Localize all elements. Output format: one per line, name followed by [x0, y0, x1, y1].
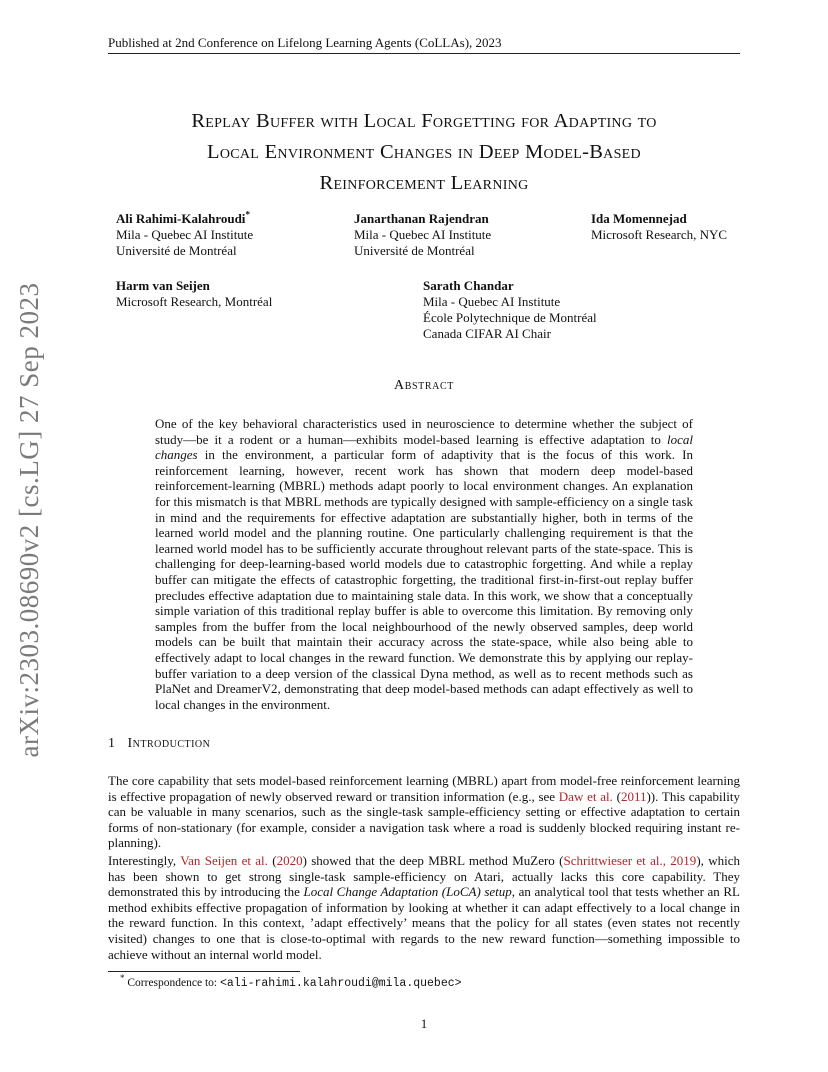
section-title: Introduction [127, 736, 211, 751]
author-affiliation: Mila - Quebec AI Institute [354, 227, 492, 242]
abstract-text: One of the key behavioral characteristics used in neuroscience to determine whether the subject of study—be it a rodent or a human—exhibits model-based learning is effective adaptation to [155, 416, 693, 447]
title-line-3: Reinforcement Learning [319, 172, 529, 194]
title-line-2: Local Environment Changes in Deep Model-Based [207, 141, 641, 163]
author-affiliation: Université de Montréal [116, 243, 237, 258]
title-line-1: Replay Buffer with Local Forgetting for Adapting to [191, 110, 657, 132]
paragraph-text: ), which has been shown to get strong single-task sample-efficiency on Atari, actually lacks this core capability. They demonstrated this by introducing the [108, 853, 740, 900]
author-affiliation: École Polytechnique de Montréal [423, 310, 597, 325]
intro-paragraph-2 [108, 853, 740, 962]
abstract-body [155, 416, 693, 712]
footnote [120, 973, 462, 990]
citation-link[interactable]: Schrittwieser et al., 2019 [563, 853, 697, 868]
venue-header: Published at 2nd Conference on Lifelong Learning Agents (CoLLAs), 2023 [108, 35, 502, 50]
author-block-3 [591, 211, 727, 243]
abstract-text: in the environment, a particular form of adaptivity that is the focus of this work. In reinforcement learning, however, recent work has shown that modern deep model-based reinforcement-learning (MBRL) methods adapt poorly to local environment changes. An explanation for this mismatch is that MBRL methods are typically designed with sample-efficiency on a single task in mind and the requirements for effective adaptation are substantially higher, both in terms of the learned world model and the planning routine. One particularly challenging requirement is that the learned world model has to be sufficiently accurate throughout relevant parts of the state-space. This is challenging for deep-learning-based world models due to catastrophic forgetting. And while a replay buffer can mitigate the effects of catastrophic forgetting, the traditional first-in-first-out replay buffer precludes effective adaptation due to maintaining stale data. In this work, we show that a conceptually simple variation of this traditional replay buffer is able to overcome this limitation. By removing only samples from the buffer from the local neighbourhood of the newly observed samples, deep world models can be built that maintain their accuracy across the state-space, while also being able to effectively adapt to local changes in the reward function. We demonstrate this by applying our replay-buffer variation to a deep version of the classical Dyna method, as well as to recent methods such as PlaNet and DreamerV2, demonstrating that deep model-based methods can adapt effectively as well to local changes in the environment. [155, 447, 693, 712]
author-block-4 [116, 278, 272, 310]
author-name: Ali Rahimi-Kalahroudi [116, 211, 246, 226]
author-footnote-mark: * [245, 209, 250, 220]
paragraph-text: The core capability that sets model-based reinforcement learning (MBRL) apart from model-free reinforcement learning is effective propagation of newly observed reward or transition information (e.g., see [108, 773, 740, 804]
header-rule [108, 53, 740, 54]
author-affiliation: Microsoft Research, Montréal [116, 294, 273, 309]
paragraph-text: )). This capability can be valuable in many scenarios, such as the single-task sample-efficiency setting or effective adaptation to certain forms of non-stationary (for example, consider a navigation task where a road is suddenly blocked requiring instant re-planning). [108, 788, 740, 851]
citation-link[interactable]: Van Seijen et al. [180, 853, 268, 868]
paper-title [108, 106, 740, 199]
author-affiliation: Mila - Quebec AI Institute [116, 227, 254, 242]
intro-paragraph-1 [108, 773, 740, 851]
author-name: Sarath Chandar [423, 278, 514, 293]
footnote-label: Correspondence to: [127, 977, 220, 989]
author-affiliation: Canada CIFAR AI Chair [423, 326, 551, 341]
citation-link[interactable]: Daw et al. [558, 788, 613, 804]
author-affiliation: Microsoft Research, NYC [591, 227, 728, 242]
paragraph-text: ) showed that the deep MBRL method MuZero ( [302, 853, 564, 868]
citation-year-link[interactable]: 2020 [276, 853, 303, 868]
author-name: Ida Momennejad [591, 211, 687, 226]
footnote-rule [108, 971, 300, 972]
paragraph-text: ( [267, 853, 277, 868]
author-block-2 [354, 211, 491, 259]
author-block-5 [423, 278, 597, 342]
section-number: 1 [108, 736, 116, 751]
paragraph-text: Interestingly, [108, 853, 181, 868]
footnote-mark: * [120, 973, 125, 984]
arxiv-identifier: arXiv:2303.08690v2 [cs.LG] 27 Sep 2023 [14, 282, 44, 758]
abstract-heading: Abstract [394, 378, 454, 393]
author-affiliation: Université de Montréal [354, 243, 475, 258]
page-number: 1 [420, 1016, 428, 1031]
abstract-emphasis: local changes [155, 431, 693, 463]
author-affiliation: Mila - Quebec AI Institute [423, 294, 561, 309]
citation-year-link[interactable]: 2011 [620, 788, 647, 804]
paragraph-emphasis: Local Change Adaptation (LoCA) setup [303, 884, 512, 900]
paragraph-text: ( [612, 788, 621, 804]
correspondence-email[interactable]: <ali-rahimi.kalahroudi@mila.quebec> [220, 977, 462, 990]
section-heading [108, 736, 210, 752]
author-block-1 [116, 211, 253, 259]
author-name: Janarthanan Rajendran [354, 211, 489, 226]
author-name: Harm van Seijen [116, 278, 210, 293]
paragraph-text: , an analytical tool that tests whether an RL method exhibits effective propagation of information by looking at whether it can adapt effectively to a local change in the reward function. In this context, ’adapt effectively’ means that the policy for all states (even states not recently visited) changes to one that is close-to-optimal with regards to the new reward function—something impossible to achieve without an internal world model. [108, 884, 740, 962]
